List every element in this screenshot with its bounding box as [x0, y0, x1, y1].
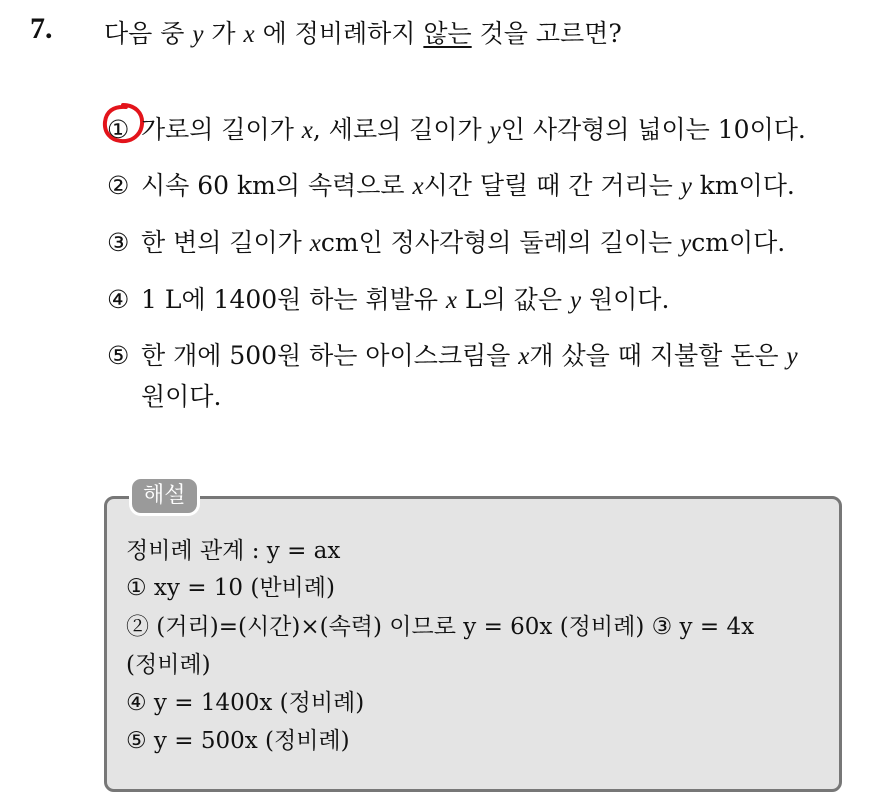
choice-text: 가로의 길이가: [141, 115, 302, 144]
var-x: x: [243, 21, 255, 48]
solution-line: ② (거리)=(시간)×(속력) 이므로 y = 60x (정비례) ③ y = 4x: [126, 614, 755, 640]
choice-text: 원이다.: [581, 285, 670, 314]
choice-text: 인 사각형의 넓이는 10이다.: [500, 115, 806, 144]
choice-5[interactable]: [107, 336, 798, 417]
choice-number: ②: [107, 171, 130, 200]
question-text-b: 가: [203, 19, 244, 48]
var-y: y: [680, 173, 692, 200]
choice-text: 한 개에 500원 하는 아이스크림을: [141, 341, 519, 370]
var-x: x: [301, 117, 313, 144]
choice-text: 시간 달릴 때 간 거리는: [423, 171, 681, 200]
question-text-a: 다음 중: [104, 19, 193, 48]
solution-line: ④ y = 1400x (정비례): [126, 690, 365, 716]
choice-number: ①: [107, 115, 130, 144]
var-y: y: [569, 287, 582, 314]
var-x: x: [412, 173, 424, 200]
choice-text: cm인 정사각형의 둘레의 길이는: [320, 228, 681, 257]
solution-line: ① xy = 10 (반비례): [126, 575, 335, 601]
choice-text: 시속 60 km의 속력으로: [141, 171, 413, 200]
choice-text: 개 샀을 때 지불할 돈은: [529, 341, 787, 370]
choice-number: ④: [107, 285, 130, 314]
var-y: y: [192, 21, 204, 48]
var-y: y: [489, 117, 501, 144]
choice-text-line2: 원이다.: [141, 382, 222, 411]
choice-text: , 세로의 길이가: [312, 115, 490, 144]
choice-2[interactable]: [107, 166, 795, 202]
choice-4[interactable]: [107, 280, 669, 316]
choice-3[interactable]: [107, 223, 785, 259]
var-x: x: [445, 287, 458, 314]
choice-number: ⑤: [107, 341, 130, 370]
solution-line: 정비례 관계 : y = ax: [126, 538, 341, 564]
var-y: y: [786, 343, 798, 370]
question-number: 7.: [30, 12, 53, 45]
var-y: y: [680, 230, 692, 257]
question-text: [104, 14, 622, 50]
choice-number: ③: [107, 228, 130, 257]
question-text-d: 것을 고르면?: [471, 19, 622, 48]
question-emphasis: 않는: [423, 19, 472, 48]
solution-tag: 해설: [129, 476, 200, 516]
question-text-c: 에 정비례하지: [254, 19, 424, 48]
choice-text: cm이다.: [691, 228, 786, 257]
solution-line: (정비례): [126, 652, 211, 678]
var-x: x: [518, 343, 530, 370]
choice-text: km이다.: [691, 171, 795, 200]
choice-text: L의 값은: [457, 285, 570, 314]
choice-text: 한 변의 길이가: [141, 228, 310, 257]
choice-text: 1 L에 1400원 하는 휘발유: [141, 285, 446, 314]
solution-line: ⑤ y = 500x (정비례): [126, 728, 350, 754]
choice-1[interactable]: [107, 110, 806, 146]
var-x: x: [309, 230, 321, 257]
